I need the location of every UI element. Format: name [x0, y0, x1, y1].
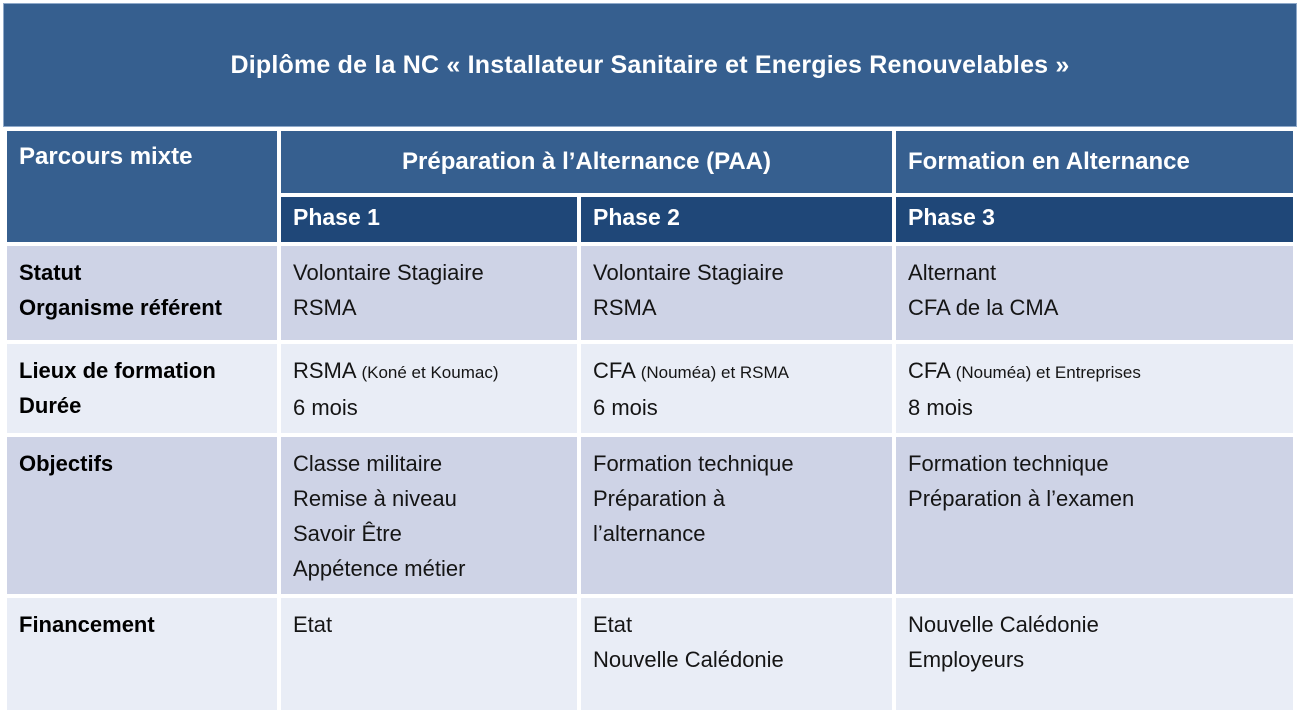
slide-title: Diplôme de la NC « Installateur Sanitaire et Energies Renouvelables »	[230, 50, 1070, 79]
cell-text: Savoir Être	[293, 521, 402, 546]
cell-line	[593, 290, 880, 325]
cell-line	[908, 481, 1281, 516]
cell-text: Formation technique	[908, 451, 1109, 476]
table-row	[7, 246, 1293, 340]
cell-line	[293, 255, 565, 290]
cell-text-small: (Nouméa) et Entreprises	[955, 363, 1141, 382]
cell-line	[908, 390, 1281, 425]
cell-text: Etat	[593, 612, 633, 637]
cell-text-small: (Koné et Koumac)	[361, 363, 499, 382]
cell-text: 6 mois	[593, 395, 658, 420]
cell-text: Appétence métier	[293, 556, 466, 581]
table-cell	[896, 246, 1293, 340]
cell-line	[908, 255, 1281, 290]
table-cell	[581, 598, 892, 710]
cell-text: Volontaire Stagiaire	[593, 260, 784, 285]
row-label-line: Statut	[19, 260, 82, 285]
cell-line	[908, 642, 1281, 677]
table-row	[7, 598, 1293, 710]
cell-text: Préparation à l’examen	[908, 486, 1135, 511]
table-row	[7, 437, 1293, 594]
cell-text: CFA	[908, 358, 956, 383]
cell-text: Nouvelle Calédonie	[908, 612, 1099, 637]
cell-text: 6 mois	[293, 395, 358, 420]
table-cell	[581, 437, 892, 594]
group-header-paa: Préparation à l’Alternance (PAA)	[281, 131, 892, 193]
cell-text: CFA de la CMA	[908, 295, 1059, 320]
row-label-line: Objectifs	[19, 451, 114, 476]
cell-line	[593, 255, 880, 290]
cell-line	[293, 290, 565, 325]
cell-line	[293, 353, 565, 390]
cell-text: Alternant	[908, 260, 997, 285]
table-cell	[281, 344, 577, 433]
cell-text: Formation technique	[593, 451, 794, 476]
cell-line	[293, 481, 565, 516]
phase-2-header: Phase 2	[581, 197, 892, 242]
cell-text-small: (Nouméa) et RSMA	[640, 363, 790, 382]
cell-line	[293, 607, 565, 642]
table-cell	[896, 437, 1293, 594]
cell-text: Remise à niveau	[293, 486, 457, 511]
cell-text: RSMA	[293, 358, 362, 383]
table-cell	[896, 598, 1293, 710]
row-label-line: Durée	[19, 393, 82, 418]
cell-line	[293, 551, 565, 586]
cell-text: Préparation à	[593, 486, 726, 511]
cell-line	[908, 290, 1281, 325]
table-row	[7, 344, 1293, 433]
table-cell	[281, 598, 577, 710]
row-label	[7, 344, 277, 433]
cell-text: 8 mois	[908, 395, 973, 420]
cell-line	[593, 516, 880, 551]
cell-text: l’alternance	[593, 521, 706, 546]
cell-line	[908, 607, 1281, 642]
cell-line	[293, 390, 565, 425]
table-body	[7, 246, 1293, 710]
program-table	[3, 127, 1297, 714]
row-label	[7, 246, 277, 340]
cell-line	[593, 642, 880, 677]
table-cell	[896, 344, 1293, 433]
table-cell	[581, 344, 892, 433]
table-cell	[581, 246, 892, 340]
cell-line	[593, 607, 880, 642]
row-label-line: Lieux de formation	[19, 358, 216, 383]
cell-line	[908, 446, 1281, 481]
cell-line	[908, 353, 1281, 390]
phase-1-header: Phase 1	[281, 197, 577, 242]
row-label	[7, 437, 277, 594]
cell-text: RSMA	[593, 295, 657, 320]
group-header-row	[7, 131, 1293, 193]
cell-line	[293, 446, 565, 481]
cell-text: Etat	[293, 612, 333, 637]
title-banner	[3, 3, 1297, 127]
row-label-line: Financement	[19, 612, 155, 637]
row-label-line: Organisme référent	[19, 295, 222, 320]
row-label	[7, 598, 277, 710]
cell-text: Classe militaire	[293, 451, 443, 476]
cell-line	[593, 390, 880, 425]
table-cell	[281, 437, 577, 594]
cell-text: RSMA	[293, 295, 357, 320]
table-header	[7, 131, 1293, 242]
phase-3-header: Phase 3	[896, 197, 1293, 242]
cell-text: Nouvelle Calédonie	[593, 647, 784, 672]
cell-text: Employeurs	[908, 647, 1025, 672]
cell-line	[293, 516, 565, 551]
cell-text: Volontaire Stagiaire	[293, 260, 484, 285]
group-header-formation-alternance: Formation en Alternance	[896, 131, 1293, 193]
corner-header-parcours-mixte: Parcours mixte	[7, 131, 277, 242]
table-cell	[281, 246, 577, 340]
cell-line	[593, 481, 880, 516]
cell-text: CFA	[593, 358, 641, 383]
cell-line	[593, 446, 880, 481]
cell-line	[593, 353, 880, 390]
